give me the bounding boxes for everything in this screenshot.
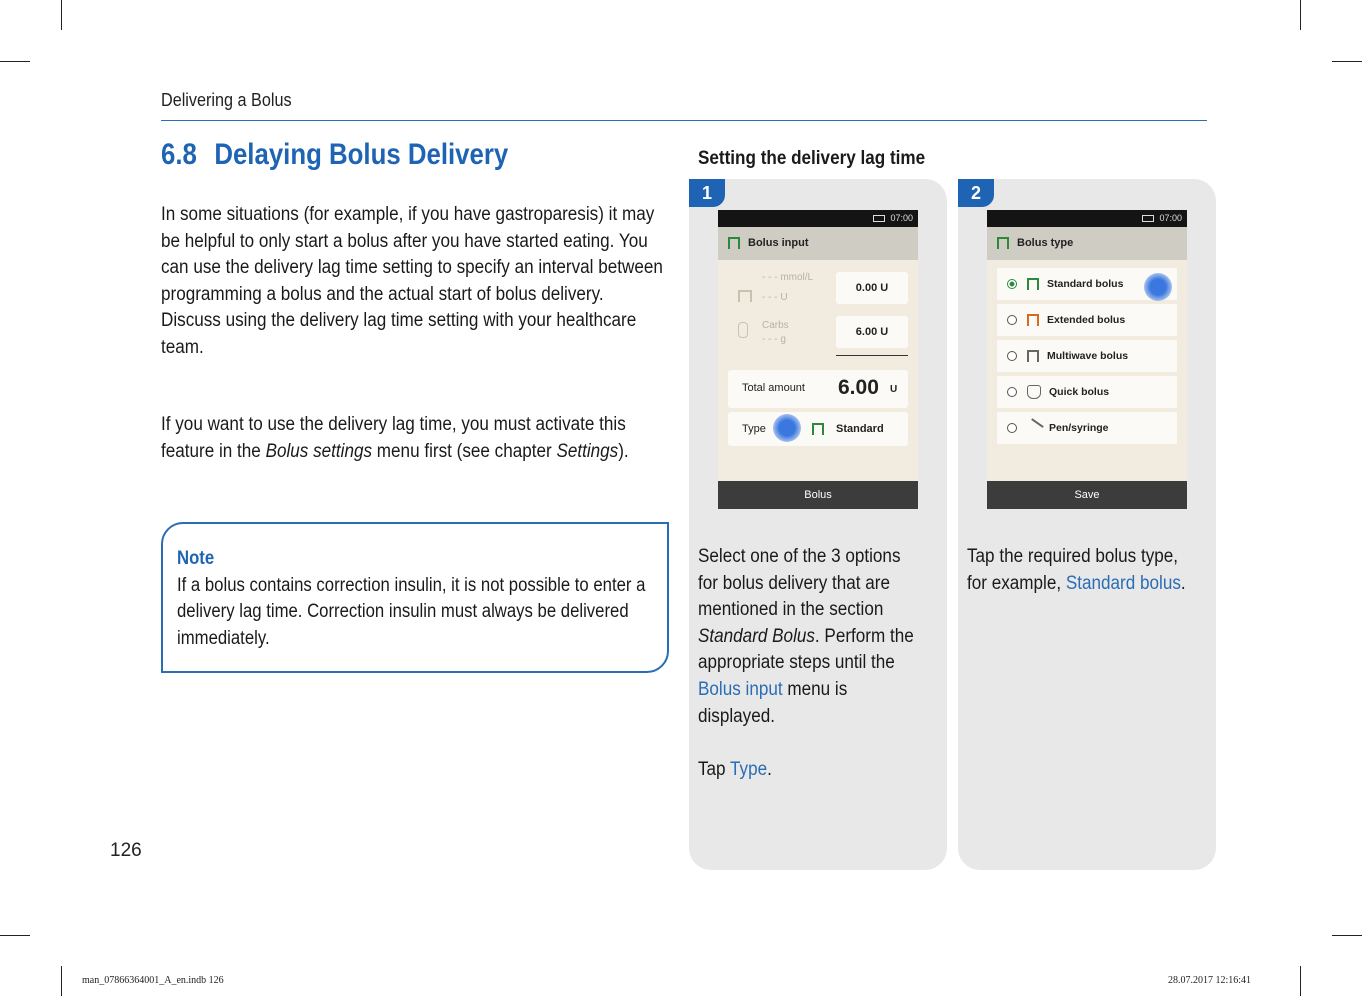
note-box: [161, 522, 669, 673]
carb-bolus-value[interactable]: 6.00 U: [836, 316, 908, 348]
fork-icon: [738, 322, 748, 338]
type-value: Standard: [836, 423, 884, 435]
step-2-text-b: .: [1180, 572, 1186, 594]
screen-title-bar: [718, 227, 918, 260]
note-text: If a bolus contains correction insulin, it is not possible to enter a delivery lag time. Correction insulin must always be delivered immediately.: [177, 574, 646, 649]
option-extended-bolus[interactable]: [997, 304, 1177, 336]
save-button[interactable]: Save: [987, 481, 1187, 509]
intro-text-discuss: Discuss using the delivery lag time setting with your healthcare team.: [161, 310, 637, 358]
sum-divider: [836, 355, 908, 356]
activation-text: If you want to use the delivery lag time, you must activate this feature in the: [161, 414, 626, 462]
footer-filename: man_07866364001_A_en.indb 126: [82, 975, 224, 986]
footer-timestamp: 28.07.2017 12:16:41: [1168, 975, 1252, 986]
intro-text: In some situations (for example, if you have gastroparesis) it may be helpful to only start a bolus after you have started eating. You can use the delivery lag time setting to specify an interval between programming a bolus and the actual start of bolus delivery.: [161, 204, 663, 305]
carbs-unit: - - - g: [762, 334, 786, 345]
extended-bolus-icon: [1027, 314, 1039, 326]
settings-chapter-ref: Settings: [556, 440, 619, 462]
screen-title: Bolus input: [748, 237, 809, 249]
total-value: 6.00: [838, 376, 879, 399]
bolus-input-screen: [718, 210, 918, 509]
option-label: Multiwave bolus: [1047, 350, 1129, 362]
standard-bolus-icon: [997, 237, 1009, 249]
step-1-tap: [698, 757, 923, 784]
radio: [1007, 387, 1017, 397]
crop-mark: [61, 0, 62, 30]
intro-paragraph: [161, 202, 665, 361]
standard-bolus-link: Standard bolus: [1065, 572, 1181, 594]
activation-paragraph: [161, 412, 665, 465]
status-bar: [987, 210, 1187, 227]
insulin-unit: - - - U: [762, 292, 788, 303]
note-content: [177, 546, 657, 652]
standard-bolus-ref: Standard Bolus: [698, 625, 815, 647]
correction-value[interactable]: 0.00 U: [836, 272, 908, 304]
crop-mark: [1332, 61, 1362, 62]
step-1-text: [698, 544, 923, 730]
step-2-instructions: [967, 544, 1192, 597]
step-1-text-a: Select one of the 3 options for bolus delivery that are mentioned in the section: [698, 546, 901, 621]
crop-mark: [0, 61, 30, 62]
step-badge-2: 2: [958, 179, 994, 207]
activation-text: ).: [618, 440, 629, 462]
carbs-label: Carbs: [762, 320, 789, 331]
section-number: 6.8: [161, 138, 197, 171]
correction-icon: [738, 290, 752, 302]
step-badge-1: 1: [689, 179, 725, 207]
tap-indicator: [773, 414, 801, 442]
bolus-settings-ref: Bolus settings: [265, 440, 373, 462]
standard-bolus-icon: [812, 423, 824, 435]
tap-indicator: [1144, 273, 1172, 301]
option-quick-bolus[interactable]: [997, 376, 1177, 408]
option-label: Quick bolus: [1049, 386, 1110, 398]
option-label: Pen/syringe: [1049, 422, 1109, 434]
screen-title: Bolus type: [1017, 237, 1074, 249]
screen-title-bar: [987, 227, 1187, 260]
option-label: Standard bolus: [1047, 278, 1124, 290]
bg-unit: - - - mmol/L: [762, 272, 814, 283]
crop-mark: [1300, 966, 1301, 996]
bolus-button[interactable]: Bolus: [718, 481, 918, 509]
step-1-instructions: [698, 544, 923, 783]
total-amount-row: [728, 370, 908, 408]
total-unit: U: [890, 384, 898, 395]
standard-bolus-icon: [1027, 278, 1039, 290]
crop-mark: [1300, 0, 1301, 30]
bolus-type-screen: [987, 210, 1187, 509]
note-title: Note: [177, 548, 215, 569]
multiwave-bolus-icon: [1027, 350, 1039, 362]
section-title: [161, 138, 508, 172]
running-head: Delivering a Bolus: [161, 90, 292, 110]
step-1-text-b: . Perform the appropriate steps until the: [698, 625, 914, 674]
tap-text: Tap: [698, 758, 731, 780]
option-pen-syringe[interactable]: [997, 412, 1177, 444]
option-label: Extended bolus: [1047, 314, 1126, 326]
step-2-text-a: Tap the required bolus type, for example,: [967, 546, 1179, 594]
page-number: 126: [110, 840, 142, 861]
activation-text: menu first (see chapter: [372, 440, 557, 462]
step-1-text-c: menu is displayed.: [698, 678, 848, 727]
total-label: Total amount: [742, 382, 805, 394]
radio-selected: [1007, 279, 1017, 289]
crop-mark: [61, 966, 62, 996]
type-label: Type: [742, 423, 766, 435]
type-row[interactable]: [728, 412, 908, 446]
standard-bolus-icon: [728, 237, 740, 249]
status-time: 07:00: [1159, 213, 1182, 223]
pen-syringe-icon: [1024, 418, 1043, 437]
type-ref: Type: [730, 758, 768, 780]
header-rule: [161, 120, 1207, 121]
tap-text-end: .: [767, 758, 772, 780]
status-bar: [718, 210, 918, 227]
section-title-text: Delaying Bolus Delivery: [214, 138, 509, 171]
radio: [1007, 351, 1017, 361]
steps-heading: Setting the delivery lag time: [698, 148, 926, 169]
bolus-input-ref: Bolus input: [698, 678, 783, 700]
crop-mark: [1332, 935, 1362, 936]
quick-bolus-icon: [1027, 385, 1041, 399]
radio: [1007, 423, 1017, 433]
battery-icon: [873, 215, 885, 222]
radio: [1007, 315, 1017, 325]
option-multiwave-bolus[interactable]: [997, 340, 1177, 372]
crop-mark: [0, 935, 30, 936]
battery-icon: [1142, 215, 1154, 222]
status-time: 07:00: [890, 213, 913, 223]
